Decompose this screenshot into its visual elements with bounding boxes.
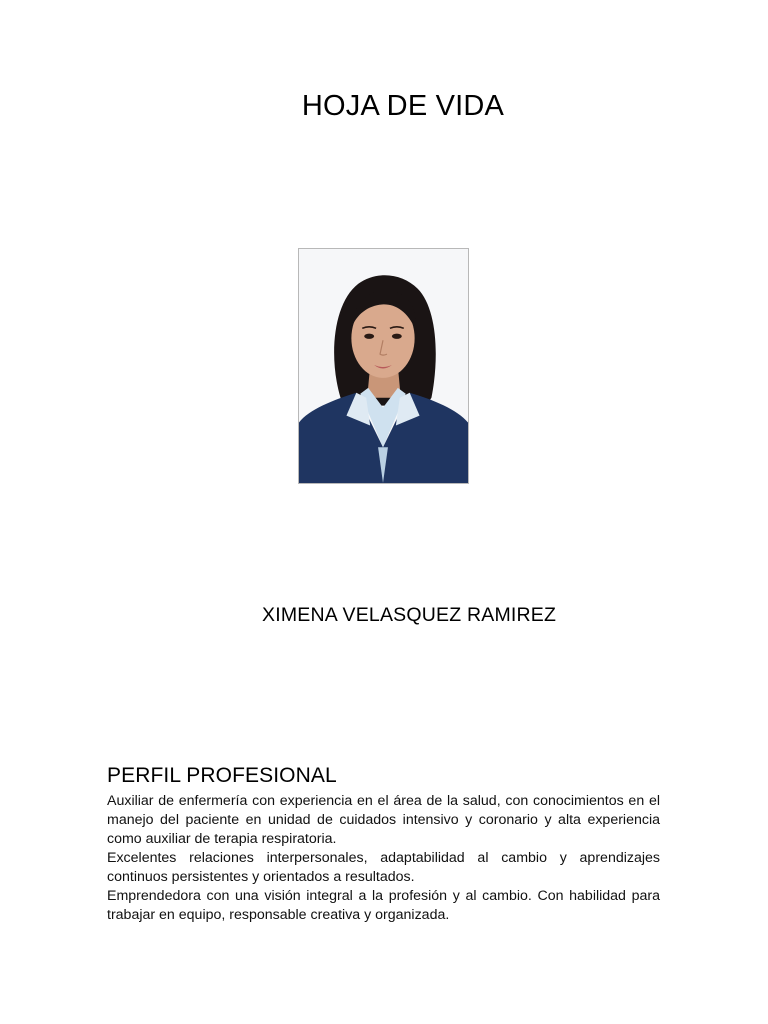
- profile-section: [107, 764, 660, 925]
- profile-photo: [298, 248, 469, 484]
- profile-paragraph: Excelentes relaciones interpersonales, adaptabilidad al cambio y aprendizajes continuos persistentes y orientados a resultados.: [107, 850, 660, 885]
- profile-paragraph: Auxiliar de enfermería con experiencia en el área de la salud, con conocimientos en el manejo del paciente en unidad de cuidados intensivo y coronario y alta experiencia como auxiliar de terapia respiratoria.: [107, 793, 660, 847]
- profile-paragraph: Emprendedora con una visión integral a la profesión y al cambio. Con habilidad para trabajar en equipo, responsable creativa y organizada.: [107, 888, 660, 923]
- left-eye: [364, 334, 374, 339]
- portrait-illustration: [299, 249, 468, 483]
- right-eye: [392, 334, 402, 339]
- section-heading: PERFIL PROFESIONAL: [107, 764, 337, 787]
- candidate-name: XIMENA VELASQUEZ RAMIREZ: [262, 604, 557, 626]
- document-title: HOJA DE VIDA: [301, 90, 505, 122]
